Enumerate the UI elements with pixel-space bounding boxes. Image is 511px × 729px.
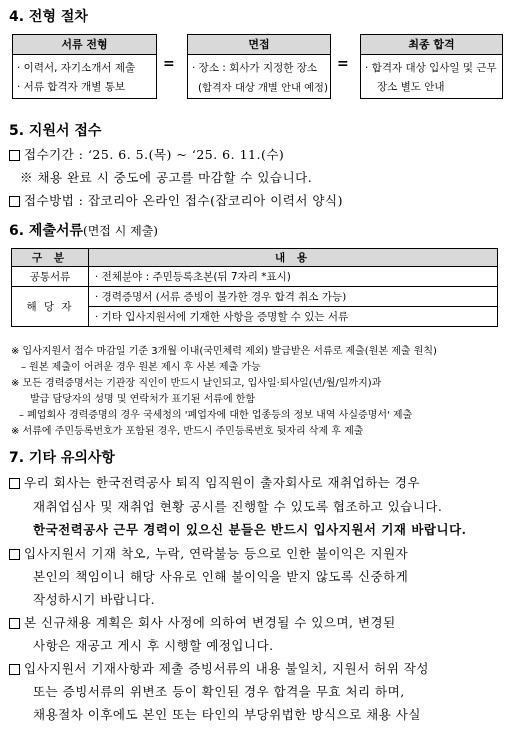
process-box-document-line2: · 서류 합격자 개별 통보: [17, 81, 125, 93]
documents-table: [11, 248, 498, 327]
note-line: ※ 서류에 주민등록번호가 포함된 경우, 반드시 주민등록번호 뒷자리 삭제 후 제출: [11, 426, 364, 437]
notice-3-line2: 사항은 재공고 게시 후 시행할 예정입니다.: [33, 638, 274, 653]
notice-1-line2: 재취업심사 및 재취업 현황 공시를 진행할 수 있도록 협조하고 있습니다.: [33, 499, 443, 514]
section-5-title: 5. 지원서 접수: [9, 123, 102, 139]
application-method: 접수방법 : 잡코리아 온라인 접수(잡코리아 이력서 양식): [9, 191, 343, 209]
checkbox-bullet: [9, 664, 20, 675]
notice-2-line1: 입사지원서 기재 착오, 누락, 연락불능 등으로 인한 불이익은 지원자: [9, 544, 408, 562]
row-text-career: · 경력증명서 (서류 증빙이 불가한 경우 합격 취소 가능): [89, 287, 498, 307]
process-box-interview-line2: (합격자 대상 개별 안내 예정): [198, 82, 328, 94]
checkbox-bullet: [9, 549, 20, 560]
notice-2-line2: 본인의 책임이니 해당 사유로 인해 불이익을 받지 않도록 신중하게: [33, 569, 409, 584]
notice-4-line2: 또는 증빙서류의 위변조 등이 확인된 경우 합격을 무효 처리 하며,: [33, 684, 405, 699]
notice-4-line3: 채용절차 이후에도 본인 또는 타인의 부당위법한 방식으로 채용 사실: [33, 707, 421, 722]
notice-1-line3: 한국전력공사 근무 경력이 있으신 분들은 반드시 입사지원서 기재 바랍니다.: [33, 522, 467, 537]
notice-2-line3: 작성하시기 바랍니다.: [33, 592, 156, 607]
process-box-interview-line1: · 장소 : 회사가 지정한 장소: [192, 62, 317, 74]
section-6-title: 6. 제출서류(면접 시 제출): [9, 223, 158, 239]
equals-sign: =: [337, 56, 349, 72]
process-box-document-head: 서류 전형: [13, 35, 156, 55]
table-header-category: 구 분: [12, 249, 89, 267]
process-box-interview-head: 면접: [188, 35, 330, 55]
equals-sign: =: [163, 56, 175, 72]
process-box-document: [12, 34, 157, 99]
notice-4-line1: 입사지원서 기재사항과 제출 증빙서류의 내용 불일치, 지원서 허위 작성: [9, 659, 429, 677]
process-box-final-line2: 장소 별도 안내: [377, 81, 445, 93]
row-text-other: · 기타 입사지원서에 기재한 사항을 증명할 수 있는 서류: [89, 307, 498, 327]
process-box-final-head: 최종 합격: [361, 35, 502, 55]
process-box-final: [360, 34, 503, 99]
note-line: – 원본 제출이 어려운 경우 원본 제시 후 사본 제출 가능: [21, 362, 261, 373]
row-label-applicable: 해 당 자: [12, 287, 89, 327]
section-4-title: 4. 전형 절차: [9, 9, 88, 25]
note-line: ※ 입사지원서 접수 마감일 기준 3개월 이내(국민체력 제외) 발급받은 서류로 제출(원본 제출 원칙): [11, 346, 437, 357]
checkbox-bullet: [9, 478, 20, 489]
row-label-common: 공통서류: [12, 267, 89, 287]
notice-3-line1: 본 신규채용 계획은 회사 사정에 의하여 변경될 수 있으며, 변경된: [9, 613, 396, 631]
row-text-common: · 전체분야 : 주민등록초본(뒤 7자리 *표시): [89, 267, 498, 287]
checkbox-bullet: [9, 150, 20, 161]
early-close-note: ※ 채용 완료 시 중도에 공고를 마감할 수 있습니다.: [20, 170, 313, 185]
checkbox-bullet: [9, 618, 20, 629]
note-line: – 폐업회사 경력증명의 경우 국세청의 '폐업자에 대한 업종등의 정보 내역 사실증명서' 제출: [19, 410, 413, 421]
process-box-final-line1: · 합격자 대상 입사일 및 근무: [365, 62, 497, 74]
application-period: 접수기간 : ‘25. 6. 5.(목) ~ ‘25. 6. 11.(수): [9, 145, 284, 163]
process-box-document-line1: · 이력서, 자기소개서 제출: [17, 62, 136, 74]
section-7-title: 7. 기타 유의사항: [9, 450, 115, 466]
checkbox-bullet: [9, 196, 20, 207]
note-line: 발급 담당자의 성명 및 연락처가 표기된 서류에 한함: [30, 394, 256, 405]
table-header-content: 내 용: [89, 249, 498, 267]
notice-1-line1: 우리 회사는 한국전력공사 퇴직 임직원이 출자회사로 재취업하는 경우: [9, 473, 420, 491]
process-box-interview: [187, 34, 331, 99]
note-line: ※ 모든 경력증명서는 기관장 직인이 반드시 날인되고, 입사일·퇴사일(년/월/일까지)과: [11, 378, 382, 389]
